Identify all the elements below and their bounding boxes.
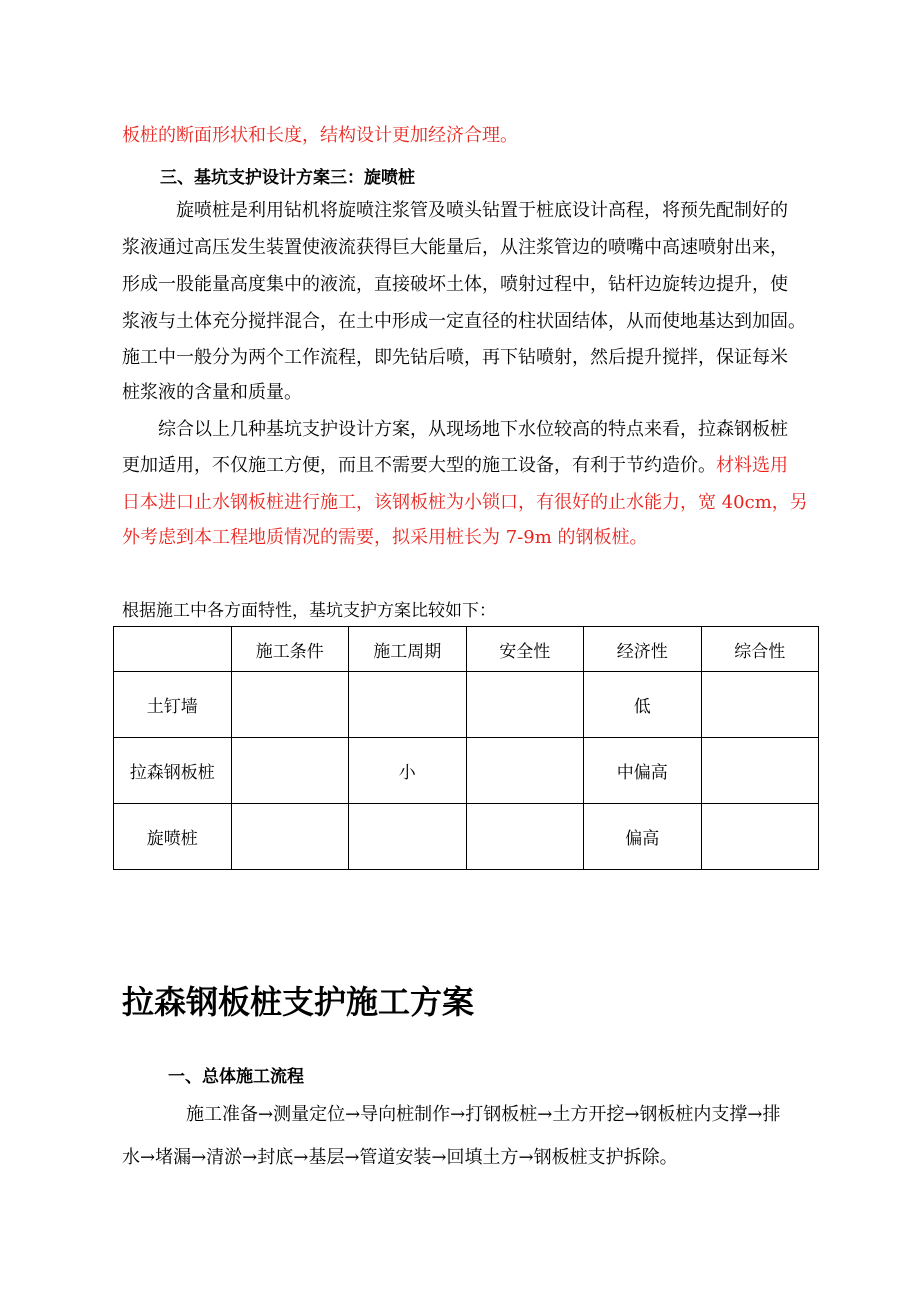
table-cell [466, 672, 584, 738]
table-cell [701, 738, 819, 804]
paragraph-line: 综合以上几种基坑支护设计方案，从现场地下水位较高的特点来看，拉森钢板桩 [158, 419, 788, 440]
table-cell: 小 [349, 738, 467, 804]
table-header-cell [114, 627, 232, 672]
table-cell: 拉森钢板桩 [114, 738, 232, 804]
table-cell: 偏高 [584, 804, 702, 870]
flow-line: 施工准备→测量定位→导向桩制作→打钢板桩→土方开挖→钢板桩内支撑→排 [186, 1104, 781, 1125]
paragraph-line: 旋喷桩是利用钻机将旋喷注浆管及喷头钻置于桩底设计高程，将预先配制好的 [176, 200, 788, 221]
table-cell: 土钉墙 [114, 672, 232, 738]
paragraph-line: 浆液通过高压发生装置使液流获得巨大能量后，从注浆管边的喷嘴中高速喷射出来， [122, 237, 788, 258]
table-header-cell: 综合性 [701, 627, 819, 672]
paragraph-line: 日本进口止水钢板桩进行施工，该钢板桩为小锁口，有很好的止水能力，宽 40cm，另 [122, 492, 808, 513]
paragraph-line: 板桩的断面形状和长度，结构设计更加经济合理。 [122, 125, 518, 146]
paragraph-line: 施工中一般分为两个工作流程，即先钻后喷，再下钻喷射，然后提升搅拌，保证每米 [122, 347, 788, 368]
table-row [114, 672, 819, 738]
table-cell [231, 738, 349, 804]
table-header-cell: 施工周期 [349, 627, 467, 672]
table-cell: 低 [584, 672, 702, 738]
paragraph-line: 桩浆液的含量和质量。 [122, 382, 302, 403]
section-heading-scheme3: 三、基坑支护设计方案三：旋喷桩 [160, 168, 415, 188]
table-cell [466, 738, 584, 804]
table-row [114, 738, 819, 804]
section-heading-1: 一、总体施工流程 [168, 1067, 304, 1087]
table-header-cell: 安全性 [466, 627, 584, 672]
table-cell [231, 672, 349, 738]
paragraph-line: 外考虑到本工程地质情况的需要，拟采用桩长为 7-9m 的钢板桩。 [122, 527, 648, 548]
table-cell [231, 804, 349, 870]
table-cell [349, 672, 467, 738]
table-cell [701, 804, 819, 870]
paragraph-line: 形成一股能量高度集中的液流，直接破坏土体，喷射过程中，钻杆边旋转边提升，使 [122, 274, 788, 295]
table-cell [466, 804, 584, 870]
table-row [114, 804, 819, 870]
paragraph-line: 浆液与土体充分搅拌混合，在土中形成一定直径的柱状固结体，从而使地基达到加固。 [122, 311, 806, 332]
table-cell: 中偏高 [584, 738, 702, 804]
paragraph-text: 更加适用，不仅施工方便，而且不需要大型的施工设备，有利于节约造价。 [122, 455, 716, 476]
table-header-row [114, 627, 819, 672]
table-cell: 旋喷桩 [114, 804, 232, 870]
table-cell [701, 672, 819, 738]
table-cell [349, 804, 467, 870]
comparison-table [113, 626, 819, 870]
paragraph-text-highlight: 材料选用 [716, 455, 788, 476]
section-title: 拉森钢板桩支护施工方案 [122, 983, 475, 1021]
table-header-cell: 经济性 [584, 627, 702, 672]
table-header-cell: 施工条件 [231, 627, 349, 672]
table-intro: 根据施工中各方面特性，基坑支护方案比较如下： [122, 601, 496, 621]
flow-line: 水→堵漏→清淤→封底→基层→管道安装→回填土方→钢板桩支护拆除。 [122, 1147, 678, 1168]
paragraph-line [122, 454, 822, 478]
